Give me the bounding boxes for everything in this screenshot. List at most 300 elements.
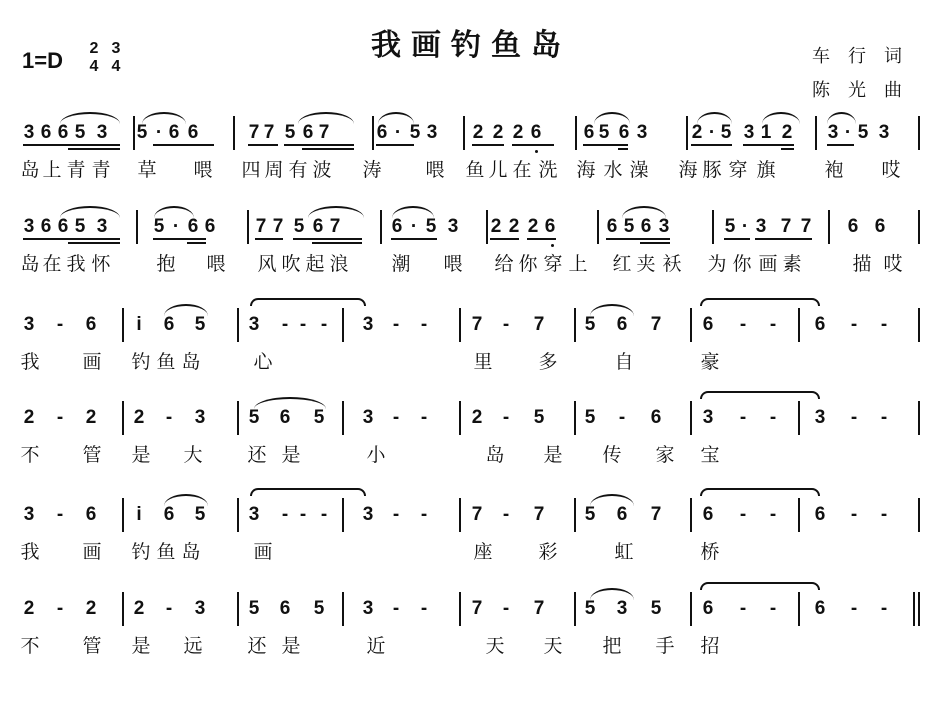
dash-mark: - xyxy=(502,504,510,525)
tie xyxy=(700,582,820,590)
lyric-char: 青 xyxy=(66,159,86,181)
note: 2 xyxy=(23,598,35,619)
dash-mark: - xyxy=(880,504,888,525)
tie xyxy=(250,488,366,496)
lyric-char: 里 xyxy=(473,351,493,373)
time-sig-denominator: 4 xyxy=(111,58,121,75)
time-signature-2-4 xyxy=(86,40,102,76)
lyric-char: 传 xyxy=(602,444,622,466)
note: 2 xyxy=(527,216,539,237)
lyric-char: 涛 xyxy=(362,159,382,181)
lyric-char: 喂 xyxy=(193,159,213,181)
lyric-char: 浪 xyxy=(329,253,349,275)
slur xyxy=(392,206,434,218)
dash-mark: - xyxy=(420,504,428,525)
key-signature: 1=D xyxy=(22,48,63,73)
note: 7 xyxy=(533,598,545,619)
note: 3 xyxy=(658,216,670,237)
note: 1 xyxy=(760,122,772,143)
dash-mark: - xyxy=(739,598,747,619)
note: 3 xyxy=(194,407,206,428)
note: 6 xyxy=(616,314,628,335)
dash-mark: - xyxy=(769,314,777,335)
note: 6 xyxy=(279,598,291,619)
note: 5 xyxy=(598,122,610,143)
beam-underline xyxy=(623,238,670,240)
barline xyxy=(459,498,461,532)
dash-mark: - xyxy=(502,407,510,428)
lyric-char: 钓 xyxy=(131,351,151,373)
note: 3 xyxy=(743,122,755,143)
octave-dot-below xyxy=(551,244,554,247)
slur xyxy=(298,112,354,124)
beam-underline xyxy=(755,238,812,240)
dash-mark: - xyxy=(56,407,64,428)
note: 2 xyxy=(512,122,524,143)
note: 7 xyxy=(263,122,275,143)
beam-underline xyxy=(153,238,206,240)
barline xyxy=(486,210,488,244)
time-sig-numerator: 3 xyxy=(111,40,121,57)
dash-mark: - xyxy=(281,314,289,335)
lyric-char: 素 xyxy=(782,253,802,275)
dash-mark: - xyxy=(299,314,307,335)
lyric-char: 小 xyxy=(366,444,386,466)
barline xyxy=(574,592,576,626)
note: 6 xyxy=(640,216,652,237)
dash-mark: - xyxy=(420,314,428,335)
lyric-char: 我 xyxy=(20,541,40,563)
note: 3 xyxy=(814,407,826,428)
barline xyxy=(342,592,344,626)
tie xyxy=(700,391,820,399)
note: 6 xyxy=(583,122,595,143)
note: 2 xyxy=(133,598,145,619)
note: 2 xyxy=(471,407,483,428)
note: 6 xyxy=(606,216,618,237)
slur xyxy=(60,112,120,124)
dash-mark: - xyxy=(739,504,747,525)
beam-underline xyxy=(293,238,362,240)
dash-mark: - xyxy=(850,407,858,428)
note: 6 xyxy=(847,216,859,237)
lyric-char: 你 xyxy=(518,253,538,275)
beam-underline xyxy=(472,144,504,146)
barline xyxy=(798,308,800,342)
lyric-char: 四 xyxy=(241,159,261,181)
lyric-char: 吹 xyxy=(281,253,301,275)
note: 6 xyxy=(814,314,826,335)
barline xyxy=(237,498,239,532)
lyric-char: 是 xyxy=(131,635,151,657)
barline xyxy=(133,116,135,150)
slur xyxy=(762,112,800,124)
lyric-char: 你 xyxy=(732,253,752,275)
lyric-char: 不 xyxy=(20,635,40,657)
dash-mark: - xyxy=(769,407,777,428)
lyric-char: 画 xyxy=(758,253,778,275)
note: 7 xyxy=(471,598,483,619)
note: 7 xyxy=(272,216,284,237)
dash-mark: - xyxy=(165,598,173,619)
lyric-char: 管 xyxy=(82,635,102,657)
lyric-char: 是 xyxy=(281,444,301,466)
barline xyxy=(918,116,920,150)
lyric-char: 岛 xyxy=(181,351,201,373)
barline xyxy=(574,498,576,532)
time-sig-numerator: 2 xyxy=(89,40,99,57)
lyric-char: 在 xyxy=(512,159,532,181)
tie xyxy=(700,488,820,496)
lyric-char: 多 xyxy=(538,351,558,373)
beam-underline xyxy=(68,242,120,244)
barline xyxy=(574,401,576,435)
note: 6 xyxy=(530,122,542,143)
lyric-char: 喂 xyxy=(443,253,463,275)
note: 6 xyxy=(57,216,69,237)
barline xyxy=(686,116,688,150)
barline xyxy=(690,498,692,532)
lyric-char: 天 xyxy=(543,635,563,657)
composer-credit: 陈光曲 xyxy=(812,80,920,101)
note: 6 xyxy=(312,216,324,237)
dash-mark: - xyxy=(320,314,328,335)
tie xyxy=(700,298,820,306)
note: 5 xyxy=(425,216,437,237)
note: 7 xyxy=(255,216,267,237)
note: 6 xyxy=(618,122,630,143)
lyric-char: 家 xyxy=(655,444,675,466)
beam-underline xyxy=(640,242,670,244)
note: 6 xyxy=(85,314,97,335)
slur xyxy=(378,112,414,124)
lyric-char: 钓 xyxy=(131,541,151,563)
slur xyxy=(142,112,186,124)
note: 3 xyxy=(362,314,374,335)
barline xyxy=(918,401,920,435)
beam-underline xyxy=(618,148,628,150)
note: 5 xyxy=(248,407,260,428)
beam-underline xyxy=(512,144,554,146)
barline xyxy=(342,401,344,435)
lyric-char: 儿 xyxy=(488,159,508,181)
octave-dot-below xyxy=(535,150,538,153)
dash-mark: - xyxy=(769,504,777,525)
note: 7 xyxy=(533,504,545,525)
beam-underline xyxy=(57,144,120,146)
lyric-char: 我 xyxy=(20,351,40,373)
note: 5 xyxy=(74,122,86,143)
barline xyxy=(122,401,124,435)
lyric-char: 海 xyxy=(576,159,596,181)
note: 7 xyxy=(329,216,341,237)
note: 6 xyxy=(204,216,216,237)
time-signature-3-4 xyxy=(108,40,124,76)
barline xyxy=(918,308,920,342)
beam-underline xyxy=(724,238,750,240)
note: 6 xyxy=(163,504,175,525)
beam-underline xyxy=(153,144,214,146)
note: 6 xyxy=(187,122,199,143)
note: 6 xyxy=(702,314,714,335)
note: 5 xyxy=(284,122,296,143)
note: 5 xyxy=(650,598,662,619)
note: 5 xyxy=(623,216,635,237)
note: i xyxy=(136,504,142,525)
dot-mark: · xyxy=(708,122,716,143)
note: 5 xyxy=(584,407,596,428)
dot-mark: · xyxy=(410,216,418,237)
slur xyxy=(154,206,194,218)
lyric-char: 大 xyxy=(183,444,203,466)
slur xyxy=(594,112,630,124)
lyric-char: 青 xyxy=(91,159,111,181)
slur xyxy=(590,588,634,600)
dash-mark: - xyxy=(392,314,400,335)
time-sig-denominator: 4 xyxy=(89,58,99,75)
note: 5 xyxy=(857,122,869,143)
note: 5 xyxy=(720,122,732,143)
beam-underline xyxy=(691,144,732,146)
barline xyxy=(597,210,599,244)
slur xyxy=(827,112,856,124)
slur xyxy=(254,397,326,409)
barline xyxy=(690,592,692,626)
note: 2 xyxy=(472,122,484,143)
lyric-char: 宝 xyxy=(700,444,720,466)
lyric-char: 周 xyxy=(264,159,284,181)
note: 3 xyxy=(702,407,714,428)
dash-mark: - xyxy=(502,598,510,619)
note: 6 xyxy=(616,504,628,525)
note: 5 xyxy=(584,504,596,525)
beam-underline xyxy=(391,238,437,240)
slur xyxy=(164,304,208,316)
note: 3 xyxy=(827,122,839,143)
lyric-char: 画 xyxy=(82,351,102,373)
note: 6 xyxy=(702,598,714,619)
barline xyxy=(712,210,714,244)
lyric-char: 在 xyxy=(42,253,62,275)
note: 5 xyxy=(153,216,165,237)
lyric-char: 抱 xyxy=(156,253,176,275)
note: 6 xyxy=(85,504,97,525)
barline xyxy=(574,308,576,342)
note: 6 xyxy=(376,122,388,143)
lyric-char: 豪 xyxy=(700,351,720,373)
beam-underline xyxy=(302,148,354,150)
beam-underline xyxy=(248,144,278,146)
note: 6 xyxy=(702,504,714,525)
note: i xyxy=(136,314,142,335)
barline xyxy=(459,308,461,342)
barline xyxy=(233,116,235,150)
slur xyxy=(164,494,208,506)
lyric-char: 喂 xyxy=(425,159,445,181)
dash-mark: - xyxy=(165,407,173,428)
lyric-char: 鱼 xyxy=(465,159,485,181)
dash-mark: - xyxy=(299,504,307,525)
dash-mark: - xyxy=(420,407,428,428)
lyric-char: 近 xyxy=(366,635,386,657)
dot-mark: · xyxy=(172,216,180,237)
lyric-char: 喂 xyxy=(206,253,226,275)
note: 3 xyxy=(362,504,374,525)
note: 6 xyxy=(302,122,314,143)
barline xyxy=(122,498,124,532)
note: 5 xyxy=(313,407,325,428)
dash-mark: - xyxy=(850,504,858,525)
barline xyxy=(918,210,920,244)
lyric-char: 手 xyxy=(655,635,675,657)
barline xyxy=(798,401,800,435)
note: 3 xyxy=(248,504,260,525)
lyric-char: 风 xyxy=(257,253,277,275)
lyric-char: 哎 xyxy=(881,159,901,181)
lyric-char: 为 xyxy=(707,253,727,275)
note: 5 xyxy=(313,598,325,619)
beam-underline xyxy=(187,242,206,244)
lyric-char: 招 xyxy=(700,635,720,657)
note: 3 xyxy=(447,216,459,237)
note: 2 xyxy=(85,598,97,619)
note: 3 xyxy=(426,122,438,143)
barline xyxy=(690,308,692,342)
dash-mark: - xyxy=(392,598,400,619)
dash-mark: - xyxy=(56,314,64,335)
note: 6 xyxy=(187,216,199,237)
note: 2 xyxy=(85,407,97,428)
note: 3 xyxy=(96,122,108,143)
lyric-char: 洗 xyxy=(538,159,558,181)
lyric-char: 怀 xyxy=(91,253,111,275)
note: 7 xyxy=(780,216,792,237)
note: 3 xyxy=(636,122,648,143)
dash-mark: - xyxy=(618,407,626,428)
dot-mark: · xyxy=(844,122,852,143)
lyric-char: 是 xyxy=(543,444,563,466)
note: 2 xyxy=(508,216,520,237)
beam-underline xyxy=(255,238,283,240)
note: 3 xyxy=(23,122,35,143)
lyric-char: 波 xyxy=(312,159,332,181)
barline xyxy=(459,401,461,435)
lyric-char: 鱼 xyxy=(156,351,176,373)
beam-underline xyxy=(583,144,628,146)
barline xyxy=(247,210,249,244)
lyric-char: 上 xyxy=(568,253,588,275)
slur xyxy=(60,206,120,218)
note: 5 xyxy=(248,598,260,619)
note: 5 xyxy=(194,504,206,525)
note: 6 xyxy=(874,216,886,237)
dot-mark: · xyxy=(394,122,402,143)
lyric-char: 我 xyxy=(66,253,86,275)
note: 5 xyxy=(409,122,421,143)
lyric-char: 是 xyxy=(131,444,151,466)
barline xyxy=(463,116,465,150)
slur xyxy=(308,206,364,218)
dash-mark: - xyxy=(850,314,858,335)
note: 6 xyxy=(544,216,556,237)
lyric-char: 还 xyxy=(247,635,267,657)
note: 3 xyxy=(362,407,374,428)
dash-mark: - xyxy=(739,314,747,335)
lyric-char: 画 xyxy=(253,541,273,563)
lyric-char: 袄 xyxy=(662,253,682,275)
lyric-char: 鱼 xyxy=(156,541,176,563)
note: 5 xyxy=(533,407,545,428)
note: 3 xyxy=(248,314,260,335)
slur xyxy=(697,112,732,124)
dash-mark: - xyxy=(880,407,888,428)
dash-mark: - xyxy=(880,314,888,335)
lyric-char: 虹 xyxy=(614,541,634,563)
lyric-char: 岛 xyxy=(20,159,40,181)
note: 2 xyxy=(490,216,502,237)
lyric-char: 描 xyxy=(852,253,872,275)
beam-underline xyxy=(68,148,120,150)
beam-underline xyxy=(743,144,794,146)
slur xyxy=(590,304,634,316)
lyric-char: 红 xyxy=(612,253,632,275)
dash-mark: - xyxy=(769,598,777,619)
dash-mark: - xyxy=(56,504,64,525)
note: 7 xyxy=(650,504,662,525)
dash-mark: - xyxy=(281,504,289,525)
barline xyxy=(798,592,800,626)
dash-mark: - xyxy=(392,504,400,525)
note: 3 xyxy=(878,122,890,143)
lyric-char: 把 xyxy=(602,635,622,657)
dash-mark: - xyxy=(880,598,888,619)
note: 7 xyxy=(318,122,330,143)
note: 3 xyxy=(96,216,108,237)
barline xyxy=(237,592,239,626)
lyric-char: 有 xyxy=(288,159,308,181)
tie xyxy=(250,298,366,306)
lyric-char: 岛 xyxy=(181,541,201,563)
note: 3 xyxy=(616,598,628,619)
barline xyxy=(136,210,138,244)
note: 3 xyxy=(23,216,35,237)
note: 6 xyxy=(814,504,826,525)
barline xyxy=(815,116,817,150)
lyric-char: 袍 xyxy=(824,159,844,181)
barline xyxy=(122,592,124,626)
lyric-char: 自 xyxy=(614,351,634,373)
lyric-char: 给 xyxy=(494,253,514,275)
lyric-char: 穿 xyxy=(543,253,563,275)
barline xyxy=(342,498,344,532)
barline xyxy=(798,498,800,532)
beam-underline xyxy=(57,238,120,240)
note: 6 xyxy=(814,598,826,619)
beam-underline xyxy=(376,144,414,146)
note: 6 xyxy=(650,407,662,428)
beam-underline xyxy=(827,144,854,146)
lyric-char: 岛 xyxy=(20,253,40,275)
barline xyxy=(918,498,920,532)
lyric-char: 画 xyxy=(82,541,102,563)
lyric-char: 澡 xyxy=(629,159,649,181)
lyric-char: 海 xyxy=(678,159,698,181)
lyric-char: 穿 xyxy=(728,159,748,181)
barline xyxy=(913,592,915,626)
barline xyxy=(372,116,374,150)
note: 5 xyxy=(293,216,305,237)
barline xyxy=(918,592,920,626)
